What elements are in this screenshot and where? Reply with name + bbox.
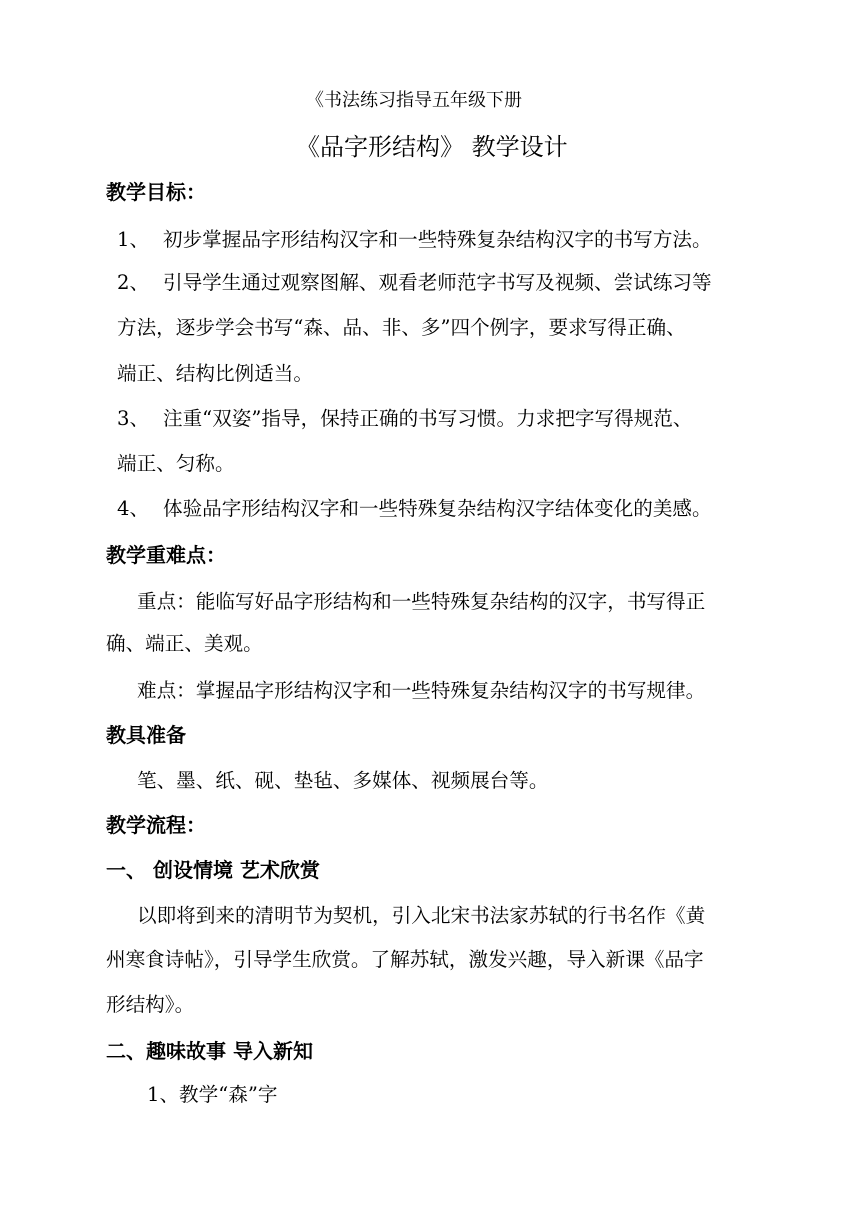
process-heading: 教学流程：: [106, 813, 206, 837]
section-1-line-3: 形结构》。: [106, 993, 195, 1016]
key-points-heading: 教学重难点：: [106, 543, 226, 567]
key-point-line-2: 确、端正、美观。: [106, 632, 263, 655]
goal-1-text: 初步掌握品字形结构汉字和一些特殊复杂结构汉字的书写方法。: [163, 228, 712, 251]
section-1-line-1: 以即将到来的清明节为契机，引入北宋书法家苏轼的行书名作《黄: [137, 904, 706, 927]
tools-heading: 教具准备: [106, 723, 186, 747]
tools-text: 笔、墨、纸、砚、垫毡、多媒体、视频展台等。: [137, 769, 549, 792]
goal-1-number: 1、: [117, 228, 150, 251]
goal-4-text: 体验品字形结构汉字和一些特殊复杂结构汉字结体变化的美感。: [163, 497, 712, 520]
section-1-line-2: 州寒食诗帖》，引导学生欣赏。了解苏轼，激发兴趣，导入新课《品字: [106, 948, 704, 971]
goal-2-number: 2、: [117, 271, 150, 294]
section-2-item-1: 1、教学“森”字: [147, 1083, 278, 1106]
goal-2-line-3: 端正、结构比例适当。: [117, 362, 313, 385]
section-1-heading: 一、 创设情境 艺术欣赏: [106, 858, 320, 882]
goal-3-number: 3、: [117, 407, 150, 430]
goal-2-line-1: 引导学生通过观察图解、观看老师范字书写及视频、尝试练习等: [163, 271, 712, 294]
section-2-heading: 二、趣味故事 导入新知: [106, 1039, 313, 1063]
difficult-point: 难点：掌握品字形结构汉字和一些特殊复杂结构汉字的书写规律。: [137, 679, 706, 702]
goal-3-line-2: 端正、匀称。: [117, 452, 235, 475]
document-subtitle: 《书法练习指导五年级下册: [306, 90, 522, 111]
goal-4-number: 4、: [117, 497, 150, 520]
goals-heading: 教学目标：: [106, 180, 206, 204]
key-point-line-1: 重点：能临写好品字形结构和一些特殊复杂结构的汉字，书写得正: [137, 590, 706, 613]
document-title: 《品字形结构》 教学设计: [296, 133, 568, 161]
goal-3-line-1: 注重“双姿”指导，保持正确的书写习惯。力求把字写得规范、: [163, 407, 693, 430]
goal-2-line-2: 方法，逐步学会书写“森、品、非、多”四个例字，要求写得正确、: [117, 316, 686, 339]
